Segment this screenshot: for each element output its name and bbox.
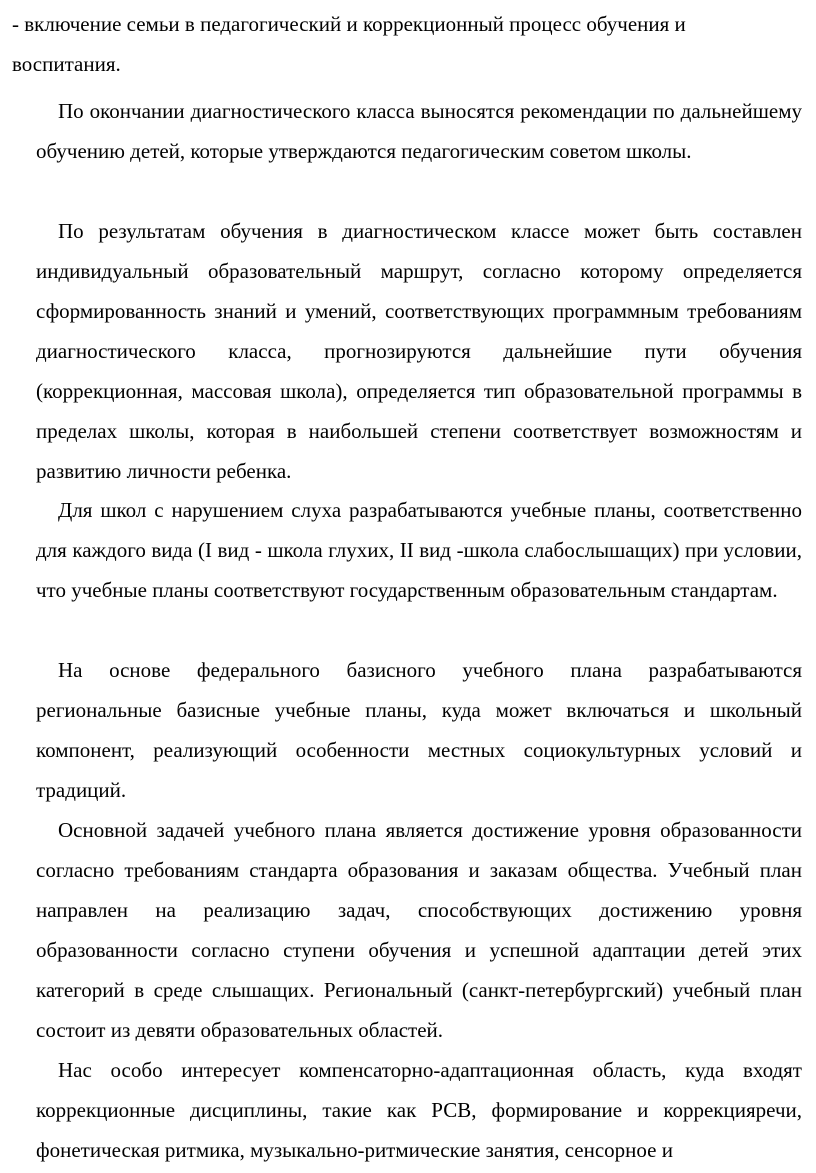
- paragraph-regional-plans: На основе федерального базисного учебного плана разрабатываются региональные базисные учебные планы, куда может включаться и школьный компонент, реализующий особенности местных социокультурных условий и традиций.: [36, 658, 802, 802]
- paragraph-recommendations: По окончании диагностического класса выносятся рекомендации по дальнейшему обучению детей, которые утверждаются педагогическим советом школы.: [36, 99, 802, 163]
- paragraph-family-involvement: - включение семьи в педагогический и коррекционный процесс обучения и воспитания.: [12, 12, 686, 76]
- paragraph-individual-route: По результатам обучения в диагностическом классе может быть составлен индивидуальный образовательный маршрут, согласно которому определяется сформированность знаний и умений, соответствующих программным требованиям диагностического класса, прогнозируются дальнейшие пути обучения (коррекционная, массовая школа), определяется тип образовательной программы в пределах школы, которая в наибольшей степени соответствует возможностям и развитию личности ребенка.: [36, 219, 802, 483]
- paragraph-hearing-impaired-plans: Для школ с нарушением слуха разрабатываются учебные планы, соответственно для каждого вида (I вид - школа глухих, II вид -школа слабослышащих) при условии, что учебные планы соответствуют государственным образовательным стандартам.: [36, 498, 802, 602]
- paragraph-plan-objective: Основной задачей учебного плана является достижение уровня образованности согласно требованиям стандарта образования и заказам общества. Учебный план направлен на реализацию задач, способствующих достижению уровня образованности согласно ступени обучения и успешной адаптации детей этих категорий в среде слышащих. Региональный (санкт-петербургский) учебный план состоит из девяти образовательных областей.: [36, 818, 802, 1042]
- paragraph-compensatory-area: Нас особо интересует компенсаторно-адаптационная область, куда входят коррекционные дисциплины, такие как РСВ, формирование и коррекцияречи, фонетическая ритмика, музыкально-ритмические занятия, сенсорное и: [36, 1058, 802, 1162]
